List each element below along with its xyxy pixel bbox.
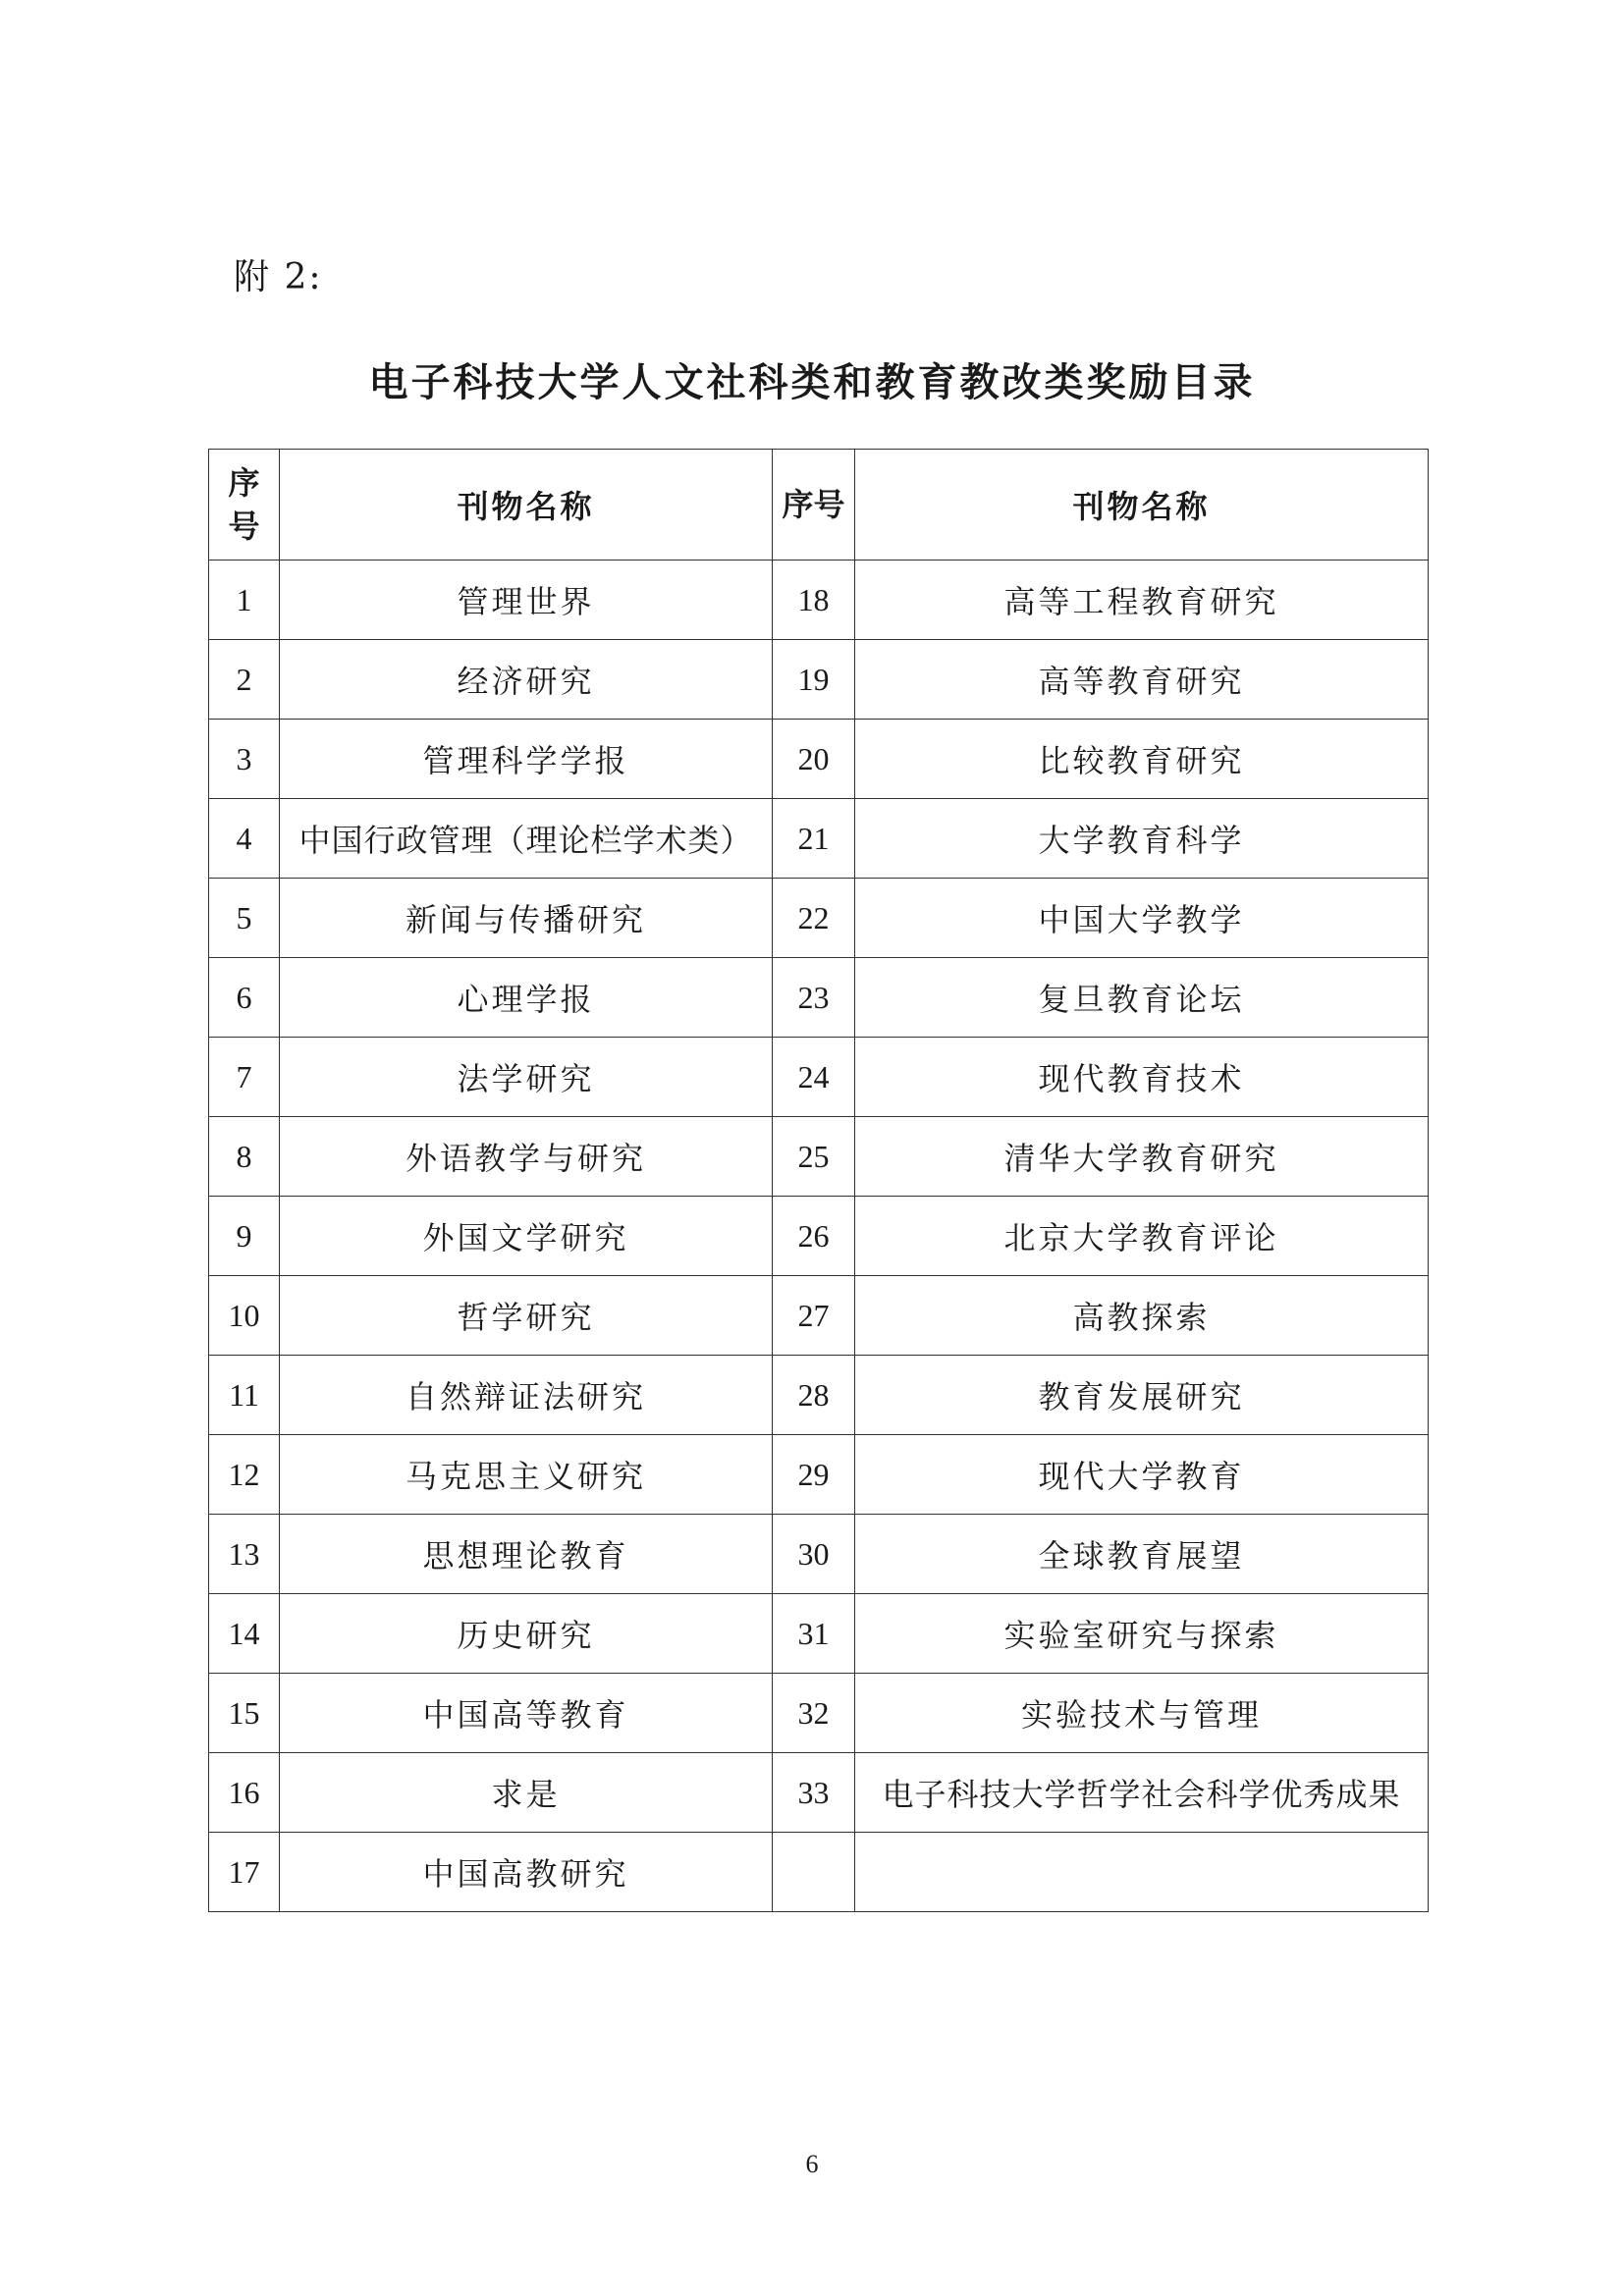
header-name-left: 刊物名称 xyxy=(280,450,773,561)
table-row xyxy=(209,1197,1429,1276)
page-number: 6 xyxy=(805,2150,819,2178)
journal-catalog-table xyxy=(208,449,1429,1912)
journal-name-left: 求是 xyxy=(280,1753,773,1833)
journal-name-right: 中国大学教学 xyxy=(855,879,1429,958)
journal-name-right: 现代大学教育 xyxy=(855,1435,1429,1515)
journal-name-left: 经济研究 xyxy=(280,640,773,720)
journal-name-right xyxy=(855,1833,1429,1912)
seq-number-left: 11 xyxy=(209,1356,280,1435)
seq-number-left: 16 xyxy=(209,1753,280,1833)
journal-name-left: 中国高教研究 xyxy=(280,1833,773,1912)
journal-name-left: 管理科学学报 xyxy=(280,720,773,799)
table-row xyxy=(209,1674,1429,1753)
seq-number-left: 7 xyxy=(209,1038,280,1117)
seq-number-right: 31 xyxy=(773,1594,855,1674)
journal-name-right: 全球教育展望 xyxy=(855,1515,1429,1594)
seq-number-left: 10 xyxy=(209,1276,280,1356)
table-row xyxy=(209,1356,1429,1435)
table-row xyxy=(209,1038,1429,1117)
seq-number-right: 20 xyxy=(773,720,855,799)
seq-number-right xyxy=(773,1833,855,1912)
seq-number-left: 12 xyxy=(209,1435,280,1515)
table-row xyxy=(209,799,1429,879)
table-row xyxy=(209,640,1429,720)
seq-number-right: 23 xyxy=(773,958,855,1038)
journal-name-right: 高等工程教育研究 xyxy=(855,561,1429,640)
seq-number-left: 6 xyxy=(209,958,280,1038)
table-row xyxy=(209,561,1429,640)
seq-number-right: 27 xyxy=(773,1276,855,1356)
seq-number-left: 17 xyxy=(209,1833,280,1912)
table-row xyxy=(209,1594,1429,1674)
journal-name-left: 中国行政管理（理论栏学术类） xyxy=(280,799,773,879)
table-row xyxy=(209,1276,1429,1356)
journal-name-right: 现代教育技术 xyxy=(855,1038,1429,1117)
table-header-row xyxy=(209,450,1429,561)
journal-name-left: 历史研究 xyxy=(280,1594,773,1674)
seq-number-right: 29 xyxy=(773,1435,855,1515)
table-row xyxy=(209,720,1429,799)
journal-name-left: 新闻与传播研究 xyxy=(280,879,773,958)
seq-number-right: 19 xyxy=(773,640,855,720)
journal-name-left: 法学研究 xyxy=(280,1038,773,1117)
header-seq-left: 序号 xyxy=(209,450,280,561)
seq-number-left: 3 xyxy=(209,720,280,799)
journal-name-right: 教育发展研究 xyxy=(855,1356,1429,1435)
seq-number-left: 1 xyxy=(209,561,280,640)
seq-number-right: 32 xyxy=(773,1674,855,1753)
journal-name-left: 马克思主义研究 xyxy=(280,1435,773,1515)
journal-name-left: 哲学研究 xyxy=(280,1276,773,1356)
table-row xyxy=(209,1833,1429,1912)
seq-number-left: 9 xyxy=(209,1197,280,1276)
seq-number-right: 25 xyxy=(773,1117,855,1197)
seq-number-left: 4 xyxy=(209,799,280,879)
seq-number-right: 28 xyxy=(773,1356,855,1435)
document-title: 电子科技大学人文社科类和教育教改类奖励目录 xyxy=(368,360,1256,405)
journal-name-right: 高等教育研究 xyxy=(855,640,1429,720)
seq-number-right: 22 xyxy=(773,879,855,958)
header-name-right: 刊物名称 xyxy=(855,450,1429,561)
seq-number-right: 33 xyxy=(773,1753,855,1833)
table-body xyxy=(209,561,1429,1912)
journal-name-left: 心理学报 xyxy=(280,958,773,1038)
table-row xyxy=(209,879,1429,958)
seq-number-left: 13 xyxy=(209,1515,280,1594)
annex-label: 附 2: xyxy=(234,257,323,297)
table-row xyxy=(209,1117,1429,1197)
seq-number-left: 8 xyxy=(209,1117,280,1197)
journal-name-left: 外语教学与研究 xyxy=(280,1117,773,1197)
journal-name-right: 清华大学教育研究 xyxy=(855,1117,1429,1197)
seq-number-right: 21 xyxy=(773,799,855,879)
journal-name-left: 自然辩证法研究 xyxy=(280,1356,773,1435)
seq-number-left: 2 xyxy=(209,640,280,720)
journal-name-right: 大学教育科学 xyxy=(855,799,1429,879)
journal-name-right: 高教探索 xyxy=(855,1276,1429,1356)
seq-number-right: 24 xyxy=(773,1038,855,1117)
journal-name-right: 北京大学教育评论 xyxy=(855,1197,1429,1276)
seq-number-right: 18 xyxy=(773,561,855,640)
journal-name-left: 管理世界 xyxy=(280,561,773,640)
journal-name-left: 中国高等教育 xyxy=(280,1674,773,1753)
journal-name-left: 思想理论教育 xyxy=(280,1515,773,1594)
journal-name-right: 电子科技大学哲学社会科学优秀成果 xyxy=(855,1753,1429,1833)
seq-number-left: 14 xyxy=(209,1594,280,1674)
journal-name-right: 复旦教育论坛 xyxy=(855,958,1429,1038)
seq-number-right: 26 xyxy=(773,1197,855,1276)
seq-number-right: 30 xyxy=(773,1515,855,1594)
table-row xyxy=(209,1515,1429,1594)
seq-number-left: 5 xyxy=(209,879,280,958)
table-row xyxy=(209,1435,1429,1515)
journal-name-right: 实验室研究与探索 xyxy=(855,1594,1429,1674)
table-row xyxy=(209,958,1429,1038)
journal-name-right: 比较教育研究 xyxy=(855,720,1429,799)
table-row xyxy=(209,1753,1429,1833)
header-seq-right: 序号 xyxy=(773,450,855,561)
seq-number-left: 15 xyxy=(209,1674,280,1753)
journal-name-left: 外国文学研究 xyxy=(280,1197,773,1276)
journal-name-right: 实验技术与管理 xyxy=(855,1674,1429,1753)
